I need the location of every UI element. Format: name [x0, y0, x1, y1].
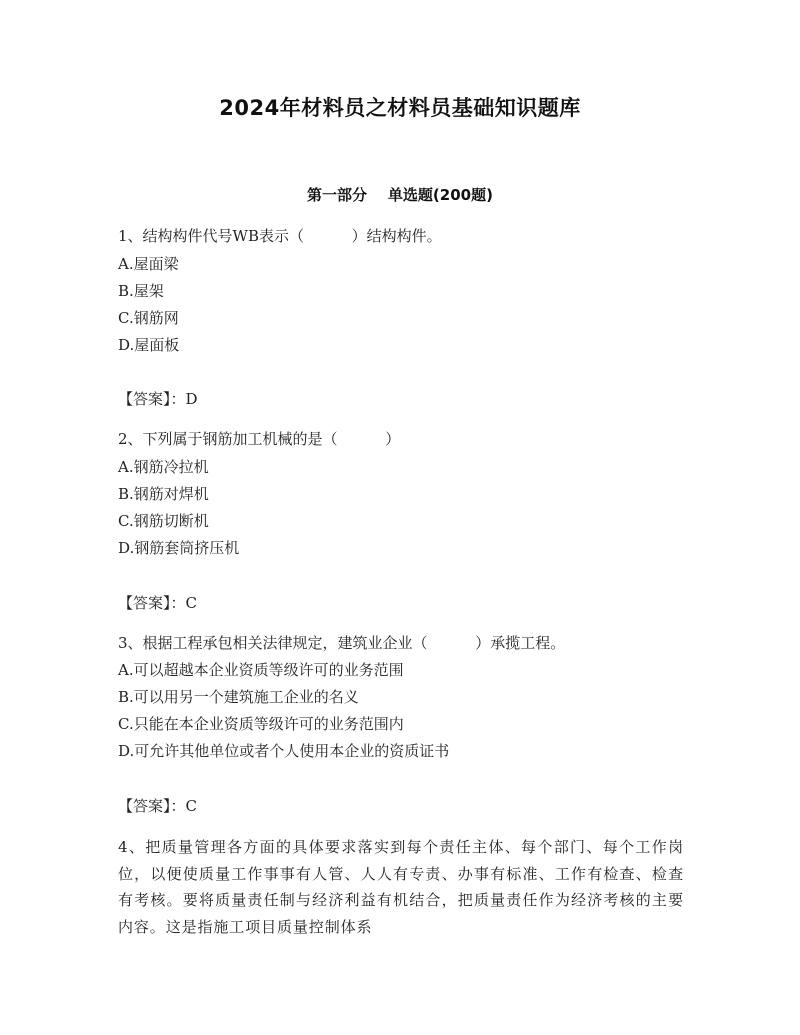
question-2-answer: 【答案】：C	[118, 594, 197, 612]
question-3-option-c: C.只能在本企业资质等级许可的业务范围内	[118, 715, 404, 733]
question-2-option-b: B.钢筋对焊机	[118, 485, 209, 503]
question-1-option-b: B.屋架	[118, 282, 164, 300]
question-3-stem: 3、根据工程承包相关法律规定，建筑业企业（ ）承揽工程。	[118, 634, 566, 652]
question-4-stem: 4、把质量管理各方面的具体要求落实到每个责任主体、每个部门、每个工作岗位，以便使质量工作事事有人管、人人有专责、办事有标准、工作有检查、检查有考核。要将质量责任制与经济利益有机结合，把质量责任作为经济考核的主要内容。这是指施工项目质量控制体系	[118, 838, 684, 936]
question-2-option-a: A.钢筋冷拉机	[118, 458, 209, 476]
question-3-option-a: A.可以超越本企业资质等级许可的业务范围	[118, 661, 404, 679]
question-2-option-c: C.钢筋切断机	[118, 512, 209, 530]
question-2-stem: 2、下列属于钢筋加工机械的是（ ）	[118, 430, 401, 448]
question-1-option-a: A.屋面梁	[118, 255, 179, 273]
section-heading: 第一部分 单选题(200题)	[307, 186, 493, 204]
question-1-answer: 【答案】：D	[118, 390, 198, 408]
question-1-stem: 1、结构构件代号WB表示（ ）结构构件。	[118, 227, 442, 245]
question-1-option-d: D.屋面板	[118, 336, 180, 354]
document-title: 2024年材料员之材料员基础知识题库	[219, 96, 581, 120]
question-3-option-b: B.可以用另一个建筑施工企业的名义	[118, 688, 359, 706]
question-3-option-d: D.可允许其他单位或者个人使用本企业的资质证书	[118, 742, 450, 760]
question-3-answer: 【答案】：C	[118, 797, 197, 815]
question-2-option-d: D.钢筋套筒挤压机	[118, 539, 240, 557]
question-1-option-c: C.钢筋网	[118, 309, 179, 327]
